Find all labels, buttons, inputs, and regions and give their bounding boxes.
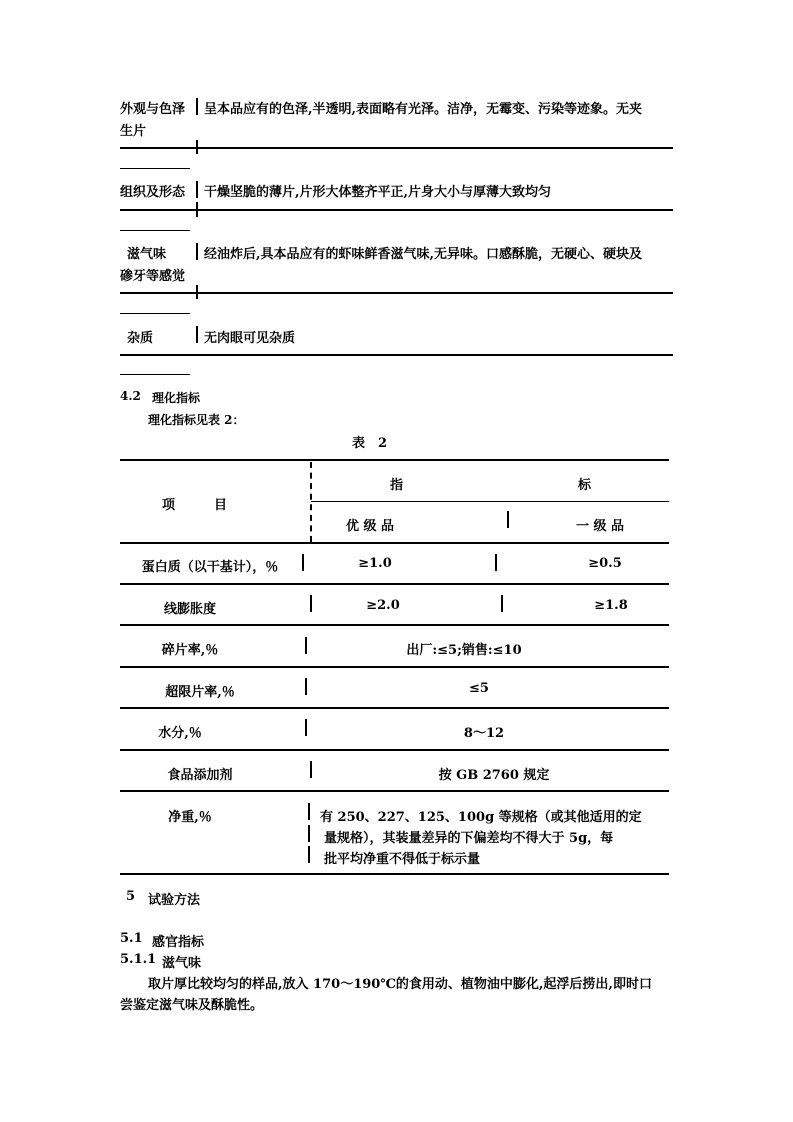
- sensory-label-flavor: 滋气味: [127, 247, 167, 262]
- row-rule: [120, 147, 673, 149]
- cell-divider: [305, 637, 307, 654]
- cell-divider: [196, 243, 198, 260]
- row-rule: [120, 790, 669, 792]
- table-row-value-merged: 按 GB 2760 规定: [438, 768, 550, 783]
- sensory-text-flavor-cont: 碜牙等感觉: [120, 269, 186, 284]
- section-number: 5.1.1: [120, 952, 157, 967]
- sensory-label-impurity: 杂质: [127, 331, 154, 346]
- table-caption: 表 2: [352, 436, 388, 451]
- sensory-label-texture: 组织及形态: [120, 185, 186, 200]
- table-row-item: 碎片率,％: [161, 643, 219, 658]
- table-row-value-first: ≥1.8: [594, 598, 628, 613]
- sensory-text-texture: 干燥坚脆的薄片,片形大体整齐平正,片身大小与厚薄大致均匀: [204, 185, 552, 200]
- table-row-item: 净重,％: [168, 810, 212, 825]
- header-item: 项 目: [162, 498, 228, 513]
- cell-divider: [302, 554, 304, 571]
- cell-divider: [308, 825, 310, 842]
- table-top-rule: [120, 459, 669, 461]
- row-rule: [120, 707, 669, 709]
- sensory-text-impurity: 无肉眼可见杂质: [204, 331, 296, 346]
- header-grade1: 优 级 品: [346, 519, 395, 534]
- sensory-text-appearance: 呈本品应有的色泽,半透明,表面略有光泽。洁净，无霉变、污染等迹象。无夹: [204, 102, 643, 117]
- section-number: 4.2: [120, 389, 141, 403]
- row-rule-short: [120, 374, 190, 375]
- row-rule: [120, 354, 673, 356]
- cell-divider: [310, 761, 312, 778]
- cell-divider: [495, 554, 497, 571]
- sensory-label-appearance: 外观与色泽: [120, 102, 186, 117]
- table-row-item: 超限片率,％: [165, 685, 235, 700]
- cell-divider: [308, 846, 310, 863]
- row-rule-short: [120, 230, 190, 231]
- table-row-value-first: ≥0.5: [588, 556, 622, 571]
- row-rule: [120, 209, 673, 211]
- header-index-left: 指: [390, 478, 404, 493]
- table-row-item: 食品添加剂: [167, 768, 233, 783]
- cell-divider: [501, 595, 503, 612]
- table-row-value-merged: ≤5: [469, 681, 489, 696]
- paragraph-line: 尝鉴定滋气味及酥脆性。: [120, 998, 264, 1013]
- section-number: 5.1: [120, 931, 143, 946]
- cell-divider: [305, 719, 307, 736]
- cell-divider: [196, 98, 198, 115]
- header-grade2: 一 级 品: [576, 519, 625, 534]
- table-row-value-merged: 出厂:≤5;销售:≤10: [406, 643, 522, 658]
- header-grade-divider: [507, 511, 509, 528]
- table-row-item: 水分,％: [158, 726, 202, 741]
- header-divider: [310, 462, 312, 542]
- section-title: 感官指标: [152, 935, 205, 950]
- table-row-value-merged: 8～12: [463, 726, 505, 741]
- table-row-value-merged-line: 有 250、227、125、100g 等规格（或其他适用的定: [320, 810, 642, 825]
- cell-divider: [310, 595, 312, 612]
- row-rule: [120, 583, 669, 585]
- section-title: 滋气味: [162, 956, 202, 971]
- cell-divider: [308, 803, 310, 820]
- table-bottom-rule: [120, 873, 669, 875]
- sensory-text-appearance-cont: 生片: [120, 124, 147, 139]
- row-rule-short: [120, 313, 190, 314]
- row-rule-short: [120, 168, 190, 169]
- row-rule: [120, 749, 669, 751]
- table-row-value-merged-line: 量规格），其装量差异的下偏差均不得大于 5g，每: [324, 831, 614, 846]
- section-title: 理化指标: [152, 391, 201, 405]
- header-mid-rule: [311, 501, 669, 502]
- section-number: 5: [126, 889, 136, 904]
- row-rule: [120, 292, 673, 294]
- paragraph-line: 取片厚比较均匀的样品,放入 170～190℃的食用动、植物油中膨化,起浮后捞出,即时口: [148, 977, 652, 992]
- table-row-value-merged-line: 批平均净重不得低于标示量: [324, 852, 481, 867]
- table-row-value-premium: ≥1.0: [358, 556, 392, 571]
- sensory-text-flavor: 经油炸后,具本品应有的虾味鲜香滋气味,无异味。口感酥脆，无硬心、硬块及: [204, 247, 643, 262]
- row-rule: [120, 666, 669, 668]
- section-intro: 理化指标见表 2：: [148, 413, 245, 427]
- cell-divider: [196, 326, 198, 343]
- row-rule: [120, 624, 669, 626]
- header-index-right: 标: [578, 478, 592, 493]
- cell-divider: [305, 678, 307, 695]
- table-row-item: 线膨胀度: [163, 602, 216, 617]
- row-rule: [120, 542, 669, 544]
- cell-divider: [196, 181, 198, 198]
- section-title: 试验方法: [148, 893, 201, 908]
- table-row-value-premium: ≥2.0: [366, 598, 400, 613]
- table-row-item: 蛋白质（以干基计），％: [141, 560, 279, 575]
